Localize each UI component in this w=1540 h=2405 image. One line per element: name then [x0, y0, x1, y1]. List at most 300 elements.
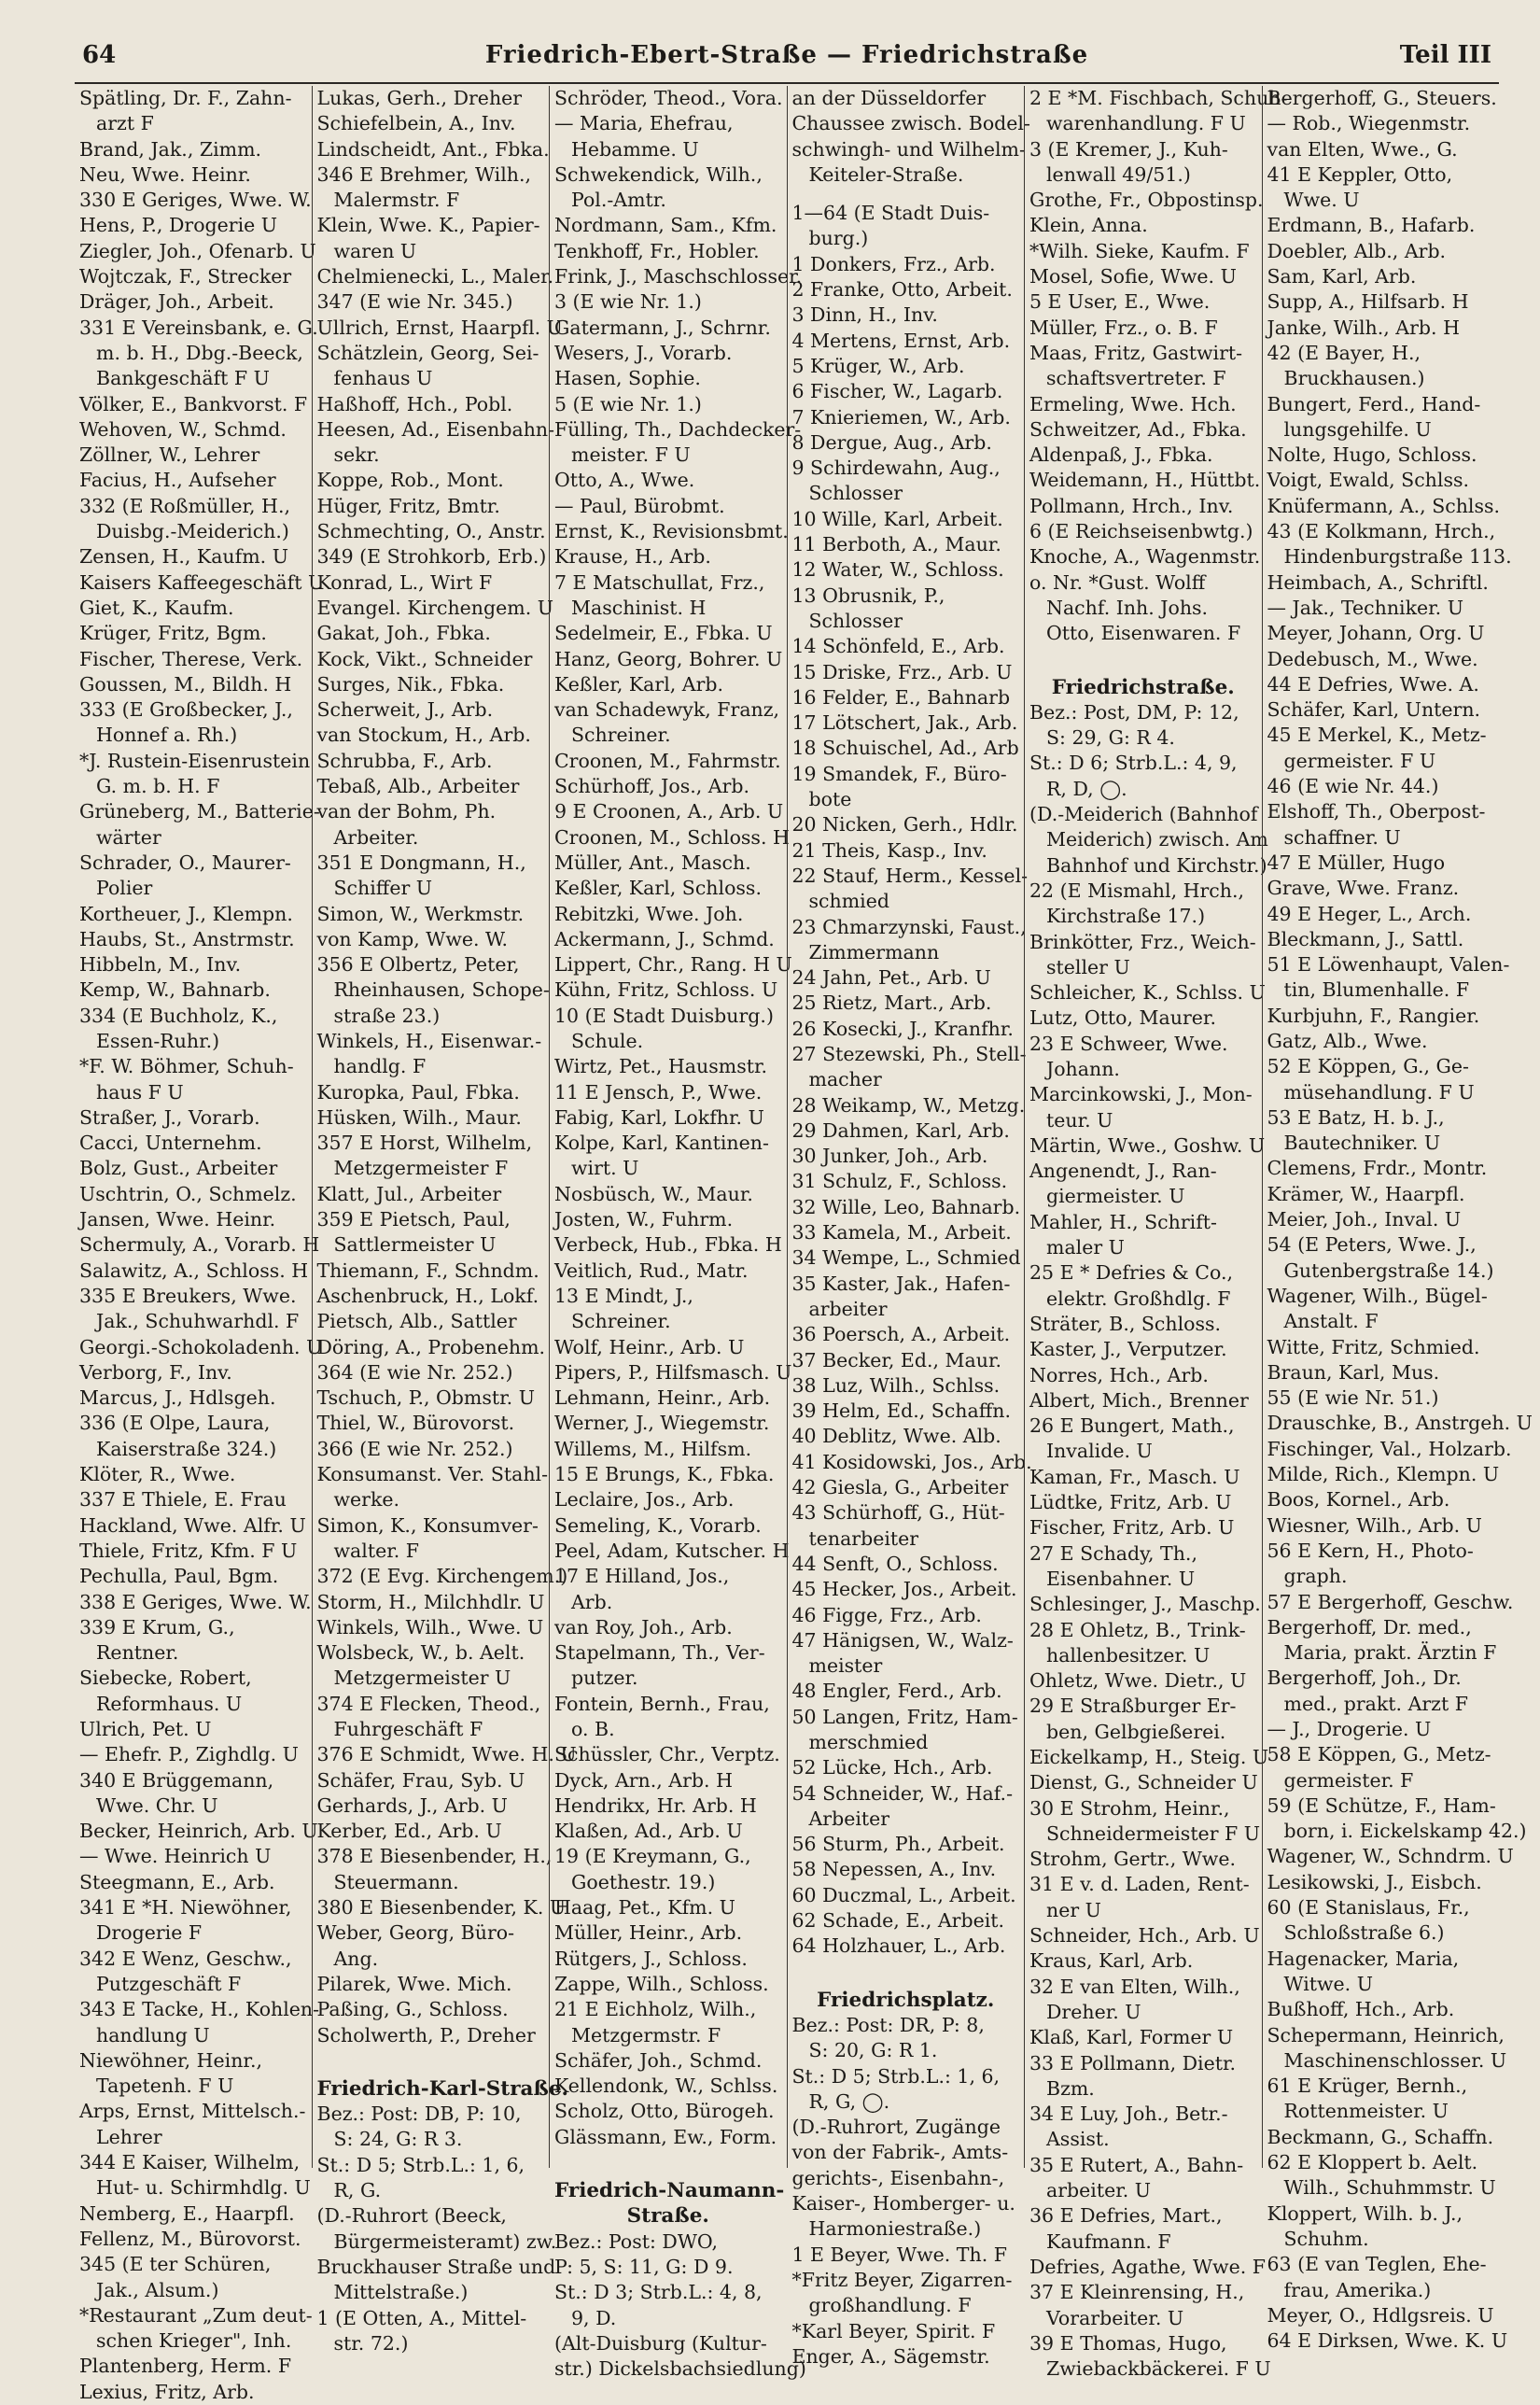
directory-entry: Putzgeschäft F: [96, 1972, 242, 1995]
directory-entry: Kortheuer, J., Klempn.: [79, 902, 293, 925]
directory-entry: 357 E Horst, Wilhelm,: [316, 1132, 533, 1155]
directory-entry: 34 Wempe, L., Schmied: [791, 1246, 1021, 1270]
directory-entry: 52 E Köppen, G., Ge-: [1267, 1055, 1469, 1078]
directory-entry: 20 Nicken, Gerh., Hdlr.: [791, 813, 1018, 837]
directory-entry: lenwall 49/51.): [1046, 162, 1191, 186]
directory-entry: Witte, Fritz, Schmied.: [1267, 1335, 1480, 1358]
directory-entry: Leclaire, Jos., Arb.: [554, 1488, 735, 1512]
directory-entry: Wolsbeck, W., b. Aelt.: [316, 1641, 525, 1665]
directory-entry: Hens, P., Drogerie U: [79, 214, 278, 237]
directory-entry: Lippert, Chr., Rang. H U: [554, 953, 792, 977]
directory-entry: Niewöhner, Heinr.,: [79, 2048, 262, 2072]
directory-entry: Sattlermeister U: [333, 1233, 497, 1257]
directory-entry: Pechulla, Paul, Bgm.: [79, 1565, 279, 1588]
directory-entry: 366 (E wie Nr. 252.): [316, 1437, 513, 1460]
directory-entry: germeister. F U: [1283, 749, 1436, 772]
directory-entry: Winkels, H., Eisenwar.-: [316, 1029, 542, 1052]
directory-entry: Bankgeschäft F U: [96, 367, 270, 390]
directory-entry: 38 Luz, Wilh., Schlss.: [791, 1373, 1001, 1397]
directory-entry: putzer.: [571, 1667, 638, 1690]
directory-entry: S: 24, G: R 3.: [333, 2128, 463, 2151]
directory-entry: Bergerhoff, G., Steuers.: [1267, 87, 1497, 109]
directory-entry: Schäfer, Karl, Untern.: [1267, 698, 1481, 722]
directory-entry: van Stockum, H., Arb.: [316, 724, 531, 747]
directory-entry: Hasen, Sophie.: [554, 367, 701, 390]
directory-entry: Mahler, H., Schrift-: [1029, 1210, 1217, 1233]
directory-entry: Bleckmann, J., Sattl.: [1267, 927, 1464, 950]
directory-entry: 31 Schulz, F., Schloss.: [791, 1170, 1008, 1193]
directory-entry: Bruckhausen.): [1283, 367, 1425, 390]
directory-entry: Müller, Heinr., Arb.: [554, 1921, 743, 1945]
directory-entry: von der Fabrik-, Amts-: [791, 2141, 1009, 2164]
directory-entry: 40 Deblitz, Wwe. Alb.: [791, 1425, 1001, 1448]
directory-entry: Veitlich, Rud., Matr.: [554, 1259, 749, 1282]
directory-entry: St.: D 5; Strb.L.: 1, 6,: [316, 2153, 525, 2176]
directory-entry: Kaiserstraße 324.): [96, 1437, 277, 1460]
spacer: [1029, 647, 1257, 660]
directory-entry: Thiele, Fritz, Kfm. F U: [79, 1539, 298, 1562]
directory-entry: warenhandlung. F U: [1046, 112, 1246, 135]
directory-entry: S: 20, G: R 1.: [808, 2039, 938, 2062]
directory-entry: 336 (E Olpe, Laura,: [79, 1412, 271, 1435]
directory-entry: 343 E Tacke, H., Kohlen-: [79, 1998, 320, 2021]
directory-entry: Lindscheidt, Ant., Fbka.: [316, 137, 550, 161]
directory-entry: Wolf, Heinr., Arb. U: [554, 1335, 745, 1358]
directory-entry: Werner, J., Wiegemstr.: [554, 1412, 770, 1435]
directory-entry: Assist.: [1046, 2128, 1110, 2151]
directory-entry: Dyck, Arn., Arb. H: [554, 1768, 733, 1792]
directory-entry: Mittelstraße.): [333, 2281, 469, 2304]
directory-entry: meister. F U: [571, 443, 691, 467]
directory-entry: 28 Weikamp, W., Metzg.: [791, 1093, 1026, 1117]
directory-entry: 42 (E Bayer, H.,: [1267, 341, 1421, 364]
directory-entry: 32 Wille, Leo, Bahnarb.: [791, 1195, 1021, 1218]
directory-entry: 45 Hecker, Jos., Arbeit.: [791, 1578, 1017, 1601]
directory-entry: Pollmann, Hrch., Inv.: [1029, 494, 1234, 517]
directory-entry: Klatt, Jul., Arbeiter: [316, 1182, 502, 1205]
directory-entry: Bez.: Post, DM, P: 12,: [1029, 700, 1239, 724]
directory-entry: Albert, Mich., Brenner: [1029, 1388, 1249, 1412]
directory-entry: 11 Berboth, A., Maur.: [791, 533, 1001, 556]
directory-entry: Invalide. U: [1046, 1440, 1153, 1463]
directory-entry: 10 (E Stadt Duisburg.): [554, 1004, 774, 1027]
directory-entry: Pipers, P., Hilfsmasch. U: [554, 1360, 792, 1384]
directory-entry: wirt. U: [571, 1157, 639, 1180]
directory-entry: 335 E Breukers, Wwe.: [79, 1284, 297, 1307]
directory-entry: 351 E Dongmann, H.,: [316, 851, 526, 874]
directory-entry: Clemens, Frdr., Montr.: [1267, 1157, 1488, 1180]
directory-entry: Hindenburgstraße 113.: [1283, 545, 1512, 569]
directory-entry: 372 (E Evg. Kirchengem.): [316, 1565, 568, 1588]
directory-entry: 36 Poersch, A., Arbeit.: [791, 1323, 1011, 1346]
directory-entry: Rütgers, J., Schloss.: [554, 1947, 748, 1970]
directory-entry: Bahnhof und Kirchstr.): [1046, 853, 1267, 877]
directory-entry: 58 Nepessen, A., Inv.: [791, 1858, 997, 1881]
spacer: [792, 188, 1020, 201]
directory-entry: Mosel, Sofie, Wwe. U: [1029, 265, 1237, 288]
directory-entry: Kaisers Kaffeegeschäft U: [79, 570, 325, 594]
directory-entry: *Wilh. Sieke, Kaufm. F: [1029, 239, 1250, 262]
directory-entry: Boos, Kornel., Arb.: [1267, 1488, 1450, 1512]
directory-entry: Witwe. U: [1283, 1972, 1373, 1995]
directory-entry: Bzm.: [1046, 2076, 1095, 2100]
directory-entry: 333 (E Großbecker, J.,: [79, 698, 293, 722]
directory-entry: 16 Felder, E., Bahnarb: [791, 685, 1011, 709]
column-2: [312, 86, 577, 2355]
directory-entry: Brinkötter, Frz., Weich-: [1029, 930, 1256, 953]
directory-entry: o. Nr. *Gust. Wolff: [1029, 570, 1206, 594]
directory-entry: Sträter, B., Schloss.: [1029, 1312, 1222, 1335]
directory-entry: Schiefelbein, A., Inv.: [316, 112, 516, 135]
directory-entry: Wiesner, Wilh., Arb. U: [1267, 1513, 1482, 1537]
directory-entry: arzt F: [96, 112, 154, 135]
directory-entry: Rebitzki, Wwe. Joh.: [554, 902, 744, 925]
directory-entry: Schlosser: [808, 482, 903, 505]
directory-entry: Wesers, J., Vorarb.: [554, 341, 733, 364]
directory-entry: waren U: [333, 239, 417, 262]
directory-entry: handlung U: [96, 2023, 210, 2046]
directory-entry: Heimbach, A., Schriftl.: [1267, 570, 1489, 594]
directory-entry: Klaß, Karl, Former U: [1029, 2026, 1234, 2049]
directory-entry: Wirtz, Pet., Hausmstr.: [554, 1055, 768, 1078]
directory-entry: Steegmann, E., Arb.: [79, 1870, 275, 1893]
directory-entry: Ulrich, Pet. U: [79, 1718, 212, 1740]
directory-entry: Gerhards, J., Arb. U: [316, 1793, 508, 1817]
directory-entry: Spätling, Dr. F., Zahn-: [79, 87, 292, 109]
directory-entry: Kock, Vikt., Schneider: [316, 647, 533, 670]
directory-entry: Reformhaus. U: [96, 1692, 243, 1715]
directory-entry: (D.-Ruhrort (Beeck,: [316, 2204, 507, 2228]
directory-entry: Keßler, Karl, Schloss.: [554, 877, 762, 900]
directory-entry: arbeiter. U: [1046, 2179, 1152, 2202]
directory-entry: großhandlung. F: [808, 2294, 972, 2317]
directory-entry: 33 E Pollmann, Dietr.: [1029, 2051, 1237, 2074]
directory-entry: bote: [808, 788, 852, 811]
directory-entry: werke.: [333, 1488, 400, 1512]
directory-entry: Haubs, St., Anstrmstr.: [79, 927, 295, 950]
directory-entry: Schreiner.: [571, 1310, 671, 1333]
directory-entry: 13 E Mindt, J.,: [554, 1284, 693, 1307]
directory-entry: *Restaurant „Zum deut-: [79, 2303, 313, 2327]
directory-entry: 11 E Jensch, P., Wwe.: [554, 1080, 763, 1104]
directory-entry: Simon, W., Werkmstr.: [316, 902, 525, 925]
directory-entry: Schermuly, A., Vorarb. H: [79, 1233, 320, 1257]
directory-entry: 364 (E wie Nr. 252.): [316, 1360, 513, 1384]
directory-entry: ner U: [1046, 1898, 1101, 1921]
directory-entry: Otto, Eisenwaren. F: [1046, 622, 1241, 645]
directory-entry: Schätzlein, Georg, Sei-: [316, 341, 539, 364]
directory-entry: Bürgermeisteramt) zw.: [333, 2229, 557, 2253]
directory-entry: Nemberg, E., Haarpfl.: [79, 2201, 295, 2225]
directory-entry: Hendrikx, Hr. Arb. H: [554, 1793, 757, 1817]
directory-entry: Marcus, J., Hdlsgeh.: [79, 1386, 276, 1410]
directory-entry: Krüger, Fritz, Bgm.: [79, 622, 267, 645]
directory-entry: Paßing, G., Schloss.: [316, 1998, 509, 2021]
directory-entry: Harmoniestraße.): [808, 2217, 982, 2241]
directory-entry: born, i. Eickelskamp 42.): [1283, 1820, 1527, 1843]
directory-entry: Lexius, Fritz, Arb.: [79, 2380, 255, 2403]
directory-entry: 330 E Geriges, Wwe. W.: [79, 189, 312, 212]
directory-entry: Nolte, Hugo, Schloss.: [1267, 443, 1477, 467]
directory-entry: Lehmann, Heinr., Arb.: [554, 1386, 771, 1410]
directory-entry: Simon, K., Konsumver-: [316, 1513, 539, 1537]
directory-entry: 25 Rietz, Mart., Arb.: [791, 992, 992, 1015]
directory-entry: 6 Fischer, W., Lagarb.: [791, 380, 1003, 403]
directory-entry: 13 Obrusnik, P.,: [791, 584, 945, 607]
directory-entry: — J., Drogerie. U: [1267, 1718, 1432, 1740]
directory-entry: Hüger, Fritz, Bmtr.: [316, 494, 500, 517]
directory-entry: arbeiter: [808, 1297, 888, 1320]
directory-entry: Schmechting, O., Anstr.: [316, 520, 546, 543]
spacer: [554, 2150, 782, 2163]
directory-entry: Metzgermeister F: [333, 1157, 509, 1180]
directory-entry: 22 (E Mismahl, Hrch.,: [1029, 879, 1244, 902]
directory-entry: Fabig, Karl, Lokfhr. U: [554, 1105, 764, 1129]
directory-entry: Frink, J., Maschschlosser.: [554, 265, 803, 288]
directory-entry: Angenendt, J., Ran-: [1029, 1160, 1217, 1183]
directory-entry: Arps, Ernst, Mittelsch.-: [79, 2100, 306, 2123]
directory-entry: 57 E Bergerhoff, Geschw.: [1267, 1590, 1514, 1613]
directory-entry: Müller, Frz., o. B. F: [1029, 316, 1218, 339]
directory-entry: 43 Schürhoff, G., Hüt-: [791, 1501, 1005, 1525]
directory-entry: Lüdtke, Fritz, Arb. U: [1029, 1491, 1232, 1514]
directory-entry: Weidemann, H., Hüttbt.: [1029, 469, 1261, 492]
directory-entry: Schröder, Theod., Vora.: [554, 87, 783, 109]
directory-entry: Grüneberg, M., Batterie-: [79, 800, 320, 823]
directory-entry: 28 E Ohletz, B., Trink-: [1029, 1618, 1246, 1641]
directory-entry: schwingh- und Wilhelm-: [791, 137, 1026, 161]
directory-entry: 374 E Flecken, Theod.,: [316, 1692, 541, 1715]
directory-entry: Steuermann.: [333, 1870, 459, 1893]
directory-entry: str. 72.): [333, 2331, 409, 2355]
directory-entry: Haßhoff, Hch., Pobl.: [316, 392, 513, 415]
directory-entry: Kaster, J., Verputzer.: [1029, 1338, 1227, 1361]
directory-entry: frau, Amerika.): [1283, 2278, 1432, 2301]
directory-entry: 19 (E Kreymann, G.,: [554, 1845, 751, 1868]
directory-entry: o. B.: [571, 1718, 615, 1740]
directory-entry: Kaman, Fr., Masch. U: [1029, 1465, 1240, 1488]
directory-entry: 37 Becker, Ed., Maur.: [791, 1348, 1002, 1371]
directory-entry: Bergerhoff, Joh., Dr.: [1267, 1667, 1462, 1690]
directory-entry: Brand, Jak., Zimm.: [79, 137, 262, 161]
directory-entry: merschmied: [808, 1731, 929, 1753]
directory-entry: Schloßstraße 6.): [1283, 1921, 1445, 1945]
directory-entry: 15 E Brungs, K., Fbka.: [554, 1463, 775, 1486]
directory-entry: Bez.: Post: DR, P: 8,: [791, 2013, 985, 2036]
directory-entry: Bolz, Gust., Arbeiter: [79, 1157, 278, 1180]
directory-entry: — Paul, Bürobmt.: [554, 494, 725, 517]
directory-entry: Braun, Karl, Mus.: [1267, 1360, 1440, 1384]
directory-entry: Knüfermann, A., Schlss.: [1267, 494, 1501, 517]
directory-entry: str.) Dickelsbachsiedlung): [554, 2357, 806, 2381]
directory-entry: Hackland, Wwe. Alfr. U: [79, 1513, 306, 1537]
directory-entry: 3 (E wie Nr. 1.): [554, 290, 702, 314]
directory-entry: 32 E van Elten, Wilh.,: [1029, 1975, 1240, 1998]
directory-entry: Haag, Pet., Kfm. U: [554, 1896, 735, 1920]
directory-entry: Rottenmeister. U: [1283, 2100, 1449, 2123]
directory-entry: 2 E *M. Fischbach, Schuh-: [1029, 87, 1288, 109]
directory-entry: 340 E Brüggemann,: [79, 1768, 274, 1792]
directory-entry: 41 Kosidowski, Jos., Arb.: [791, 1450, 1032, 1473]
directory-entry: Doebler, Alb., Arb.: [1267, 239, 1447, 262]
column-6: [1262, 86, 1533, 2353]
directory-entry: Tschuch, P., Obmstr. U: [316, 1386, 535, 1410]
directory-entry: 342 E Wenz, Geschw.,: [79, 1947, 292, 1970]
directory-entry: Lehrer: [96, 2125, 162, 2148]
directory-entry: (Alt-Duisburg (Kultur-: [554, 2331, 767, 2355]
directory-entry: Tenkhoff, Fr., Hobler.: [554, 239, 760, 262]
directory-entry: Thiel, W., Bürovorst.: [316, 1412, 515, 1435]
directory-entry: Grave, Wwe. Franz.: [1267, 877, 1460, 900]
directory-entry: 1—64 (E Stadt Duis-: [791, 202, 990, 225]
directory-entry: Jak., Schuhwarhdl. F: [96, 1310, 300, 1333]
directory-entry: Metzgermstr. F: [571, 2023, 721, 2046]
directory-entry: Neu, Wwe. Heinr.: [79, 162, 251, 186]
directory-entry: 49 E Heger, L., Arch.: [1267, 902, 1472, 925]
directory-entry: 46 (E wie Nr. 44.): [1267, 775, 1439, 798]
directory-entry: Ermeling, Wwe. Hch.: [1029, 392, 1237, 415]
directory-entry: 17 Lötschert, Jak., Arb.: [791, 711, 1018, 735]
directory-entry: Scholz, Otto, Bürogeh.: [554, 2100, 775, 2123]
directory-entry: Beckmann, G., Schaffn.: [1267, 2125, 1494, 2148]
street-heading: Friedrichsplatz.: [817, 1988, 995, 2012]
directory-entry: Koppe, Rob., Mont.: [316, 469, 504, 492]
directory-entry: 50 Langen, Fritz, Ham-: [791, 1705, 1018, 1728]
directory-entry: 62 E Kloppert b. Aelt.: [1267, 2151, 1478, 2174]
directory-entry: 359 E Pietsch, Paul,: [316, 1208, 511, 1231]
directory-entry: Schepermann, Heinrich,: [1267, 2023, 1505, 2046]
directory-entry: 337 E Thiele, E. Frau: [79, 1488, 287, 1512]
directory-entry: 26 E Bungert, Math.,: [1029, 1414, 1235, 1438]
directory-entry: Willems, M., Hilfsm.: [554, 1437, 752, 1460]
directory-entry: Pietsch, Alb., Sattler: [316, 1310, 517, 1333]
directory-entry: 1 Donkers, Frz., Arb.: [791, 252, 996, 275]
directory-entry: 45 E Merkel, K., Metz-: [1267, 724, 1487, 747]
directory-entry: 5 Krüger, W., Arb.: [791, 354, 965, 377]
directory-entry: 48 Engler, Ferd., Arb.: [791, 1680, 1002, 1703]
directory-entry: Fischer, Therese, Verk.: [79, 647, 303, 670]
directory-entry: 43 (E Kolkmann, Hrch.,: [1267, 520, 1496, 543]
directory-entry: *Fritz Beyer, Zigarren-: [791, 2268, 1013, 2291]
directory-entry: Schule.: [571, 1029, 644, 1052]
directory-entry: Supp, A., Hilfsarb. H: [1267, 290, 1469, 314]
directory-entry: *J. Rustein-Eisenrustein: [79, 749, 311, 772]
directory-entry: 376 E Schmidt, Wwe. H. U: [316, 1743, 577, 1766]
directory-entry: 21 Theis, Kasp., Inv.: [791, 838, 987, 862]
directory-entry: Kemp, W., Bahnarb.: [79, 978, 271, 1002]
directory-entry: Arbeiter.: [333, 825, 419, 849]
directory-entry: an der Düsseldorfer: [791, 87, 987, 109]
directory-entry: Nordmann, Sam., Kfm.: [554, 214, 777, 237]
directory-entry: 55 (E wie Nr. 51.): [1267, 1386, 1439, 1410]
directory-entry: 53 E Batz, H. b. J.,: [1267, 1105, 1445, 1129]
directory-entry: van Schadewyk, Franz,: [554, 698, 780, 722]
directory-entry: Salawitz, A., Schloss. H: [79, 1259, 309, 1282]
directory-entry: Klöter, R., Wwe.: [79, 1463, 236, 1486]
directory-entry: 30 Junker, Joh., Arb.: [791, 1145, 988, 1168]
directory-entry: Zimmermann: [808, 940, 940, 963]
column-5: [1024, 86, 1288, 2381]
directory-entry: 41 E Keppler, Otto,: [1267, 162, 1453, 186]
directory-entry: Rheinhausen, Schope-: [333, 978, 550, 1002]
directory-entry: Eisenbahner. U: [1046, 1567, 1196, 1590]
directory-entry: Bautechniker. U: [1283, 1132, 1441, 1155]
directory-entry: St.: D 3; Strb.L.: 4, 8,: [554, 2281, 763, 2304]
directory-entry: Ohletz, Wwe. Dietr., U: [1029, 1669, 1247, 1693]
directory-entry: (D.-Ruhrort, Zugänge: [791, 2116, 1001, 2139]
directory-entry: Sam, Karl, Arb.: [1267, 265, 1417, 288]
directory-entry: Bußhoff, Hch., Arb.: [1267, 1998, 1455, 2021]
directory-entry: 9 Schirdewahn, Aug.,: [791, 457, 1001, 480]
directory-entry: Peel, Adam, Kutscher. H: [554, 1539, 790, 1562]
directory-entry: Eickelkamp, H., Steig. U: [1029, 1746, 1269, 1768]
directory-entry: med., prakt. Arzt F: [1283, 1692, 1468, 1715]
directory-entry: 380 E Biesenbender, K. U: [316, 1896, 567, 1920]
directory-entry: handlg. F: [333, 1055, 427, 1078]
directory-entry: Maschinenschlosser. U: [1283, 2048, 1507, 2072]
directory-entry: R, D, ◯.: [1046, 777, 1127, 800]
directory-entry: von Kamp, Wwe. W.: [316, 927, 509, 950]
directory-entry: hallenbesitzer. U: [1046, 1643, 1211, 1667]
directory-entry: Voigt, Ewald, Schlss.: [1267, 469, 1470, 492]
directory-entry: Anstalt. F: [1283, 1310, 1379, 1333]
directory-entry: Dienst, G., Schneider U: [1029, 1771, 1258, 1794]
directory-entry: Hibbeln, M., Inv.: [79, 953, 242, 977]
directory-entry: Strohm, Gertr., Wwe.: [1029, 1848, 1237, 1871]
directory-entry: Konrad, L., Wirt F: [316, 570, 493, 594]
directory-entry: Müller, Ant., Masch.: [554, 851, 751, 874]
directory-entry: wärter: [96, 825, 161, 849]
directory-entry: schen Krieger", Inh.: [96, 2329, 292, 2353]
directory-entry: ben, Gelbgießerei.: [1046, 1720, 1226, 1743]
directory-entry: müsehandlung. F U: [1283, 1080, 1475, 1104]
directory-entry: van der Bohm, Ph.: [316, 800, 497, 823]
directory-entry: Essen-Ruhr.): [96, 1029, 220, 1052]
directory-entry: Hanz, Georg, Bohrer. U: [554, 647, 783, 670]
directory-entry: Schürhoff, Jos., Arb.: [554, 775, 750, 798]
directory-entry: 54 (E Peters, Wwe. J.,: [1267, 1233, 1477, 1257]
directory-entry: 14 Schönfeld, E., Arb.: [791, 635, 1005, 658]
directory-entry: Krause, H., Arb.: [554, 545, 711, 569]
directory-entry: 51 E Löwenhaupt, Valen-: [1267, 953, 1510, 977]
directory-entry: Uschtrin, O., Schmelz.: [79, 1182, 297, 1205]
directory-entry: Jansen, Wwe. Heinr.: [79, 1208, 276, 1231]
directory-entry: 64 Holzhauer, L., Arb.: [791, 1934, 1006, 1958]
street-heading: Friedrich-Naumann-: [554, 2179, 785, 2203]
directory-entry: 39 Helm, Ed., Schaffn.: [791, 1399, 1012, 1423]
directory-entry: Metzgermeister U: [333, 1667, 511, 1690]
directory-entry: Chelmienecki, L., Maler.: [316, 265, 554, 288]
directory-entry: walter. F: [333, 1539, 419, 1562]
column-1: [75, 86, 325, 2403]
directory-entry: Goussen, M., Bildh. H: [79, 672, 292, 696]
directory-entry: Kaiser-, Homberger- u.: [791, 2192, 1015, 2215]
directory-entry: Hut- u. Schirmhdlg. U: [96, 2176, 311, 2200]
directory-entry: Maschinist. H: [571, 596, 707, 619]
directory-entry: 341 E *H. Niewöhner,: [79, 1896, 292, 1920]
directory-entry: 15 Driske, Frz., Arb. U: [791, 660, 1013, 683]
directory-entry: Scholwerth, P., Dreher: [316, 2023, 536, 2046]
directory-entry: 23 E Schweer, Wwe.: [1029, 1032, 1228, 1055]
directory-entry: 29 E Straßburger Er-: [1029, 1695, 1237, 1718]
directory-entry: 10 Wille, Karl, Arbeit.: [791, 507, 1003, 530]
directory-entry: Fischinger, Val., Holzarb.: [1267, 1437, 1512, 1460]
directory-entry: 64 E Dirksen, Wwe. K. U: [1267, 2329, 1508, 2353]
directory-entry: (D.-Meiderich (Bahnhof: [1029, 803, 1258, 826]
directory-entry: 34 E Luy, Joh., Betr.-: [1029, 2103, 1228, 2126]
directory-entry: Arbeiter: [808, 1807, 890, 1830]
directory-entry: Goethestr. 19.): [571, 1870, 716, 1893]
